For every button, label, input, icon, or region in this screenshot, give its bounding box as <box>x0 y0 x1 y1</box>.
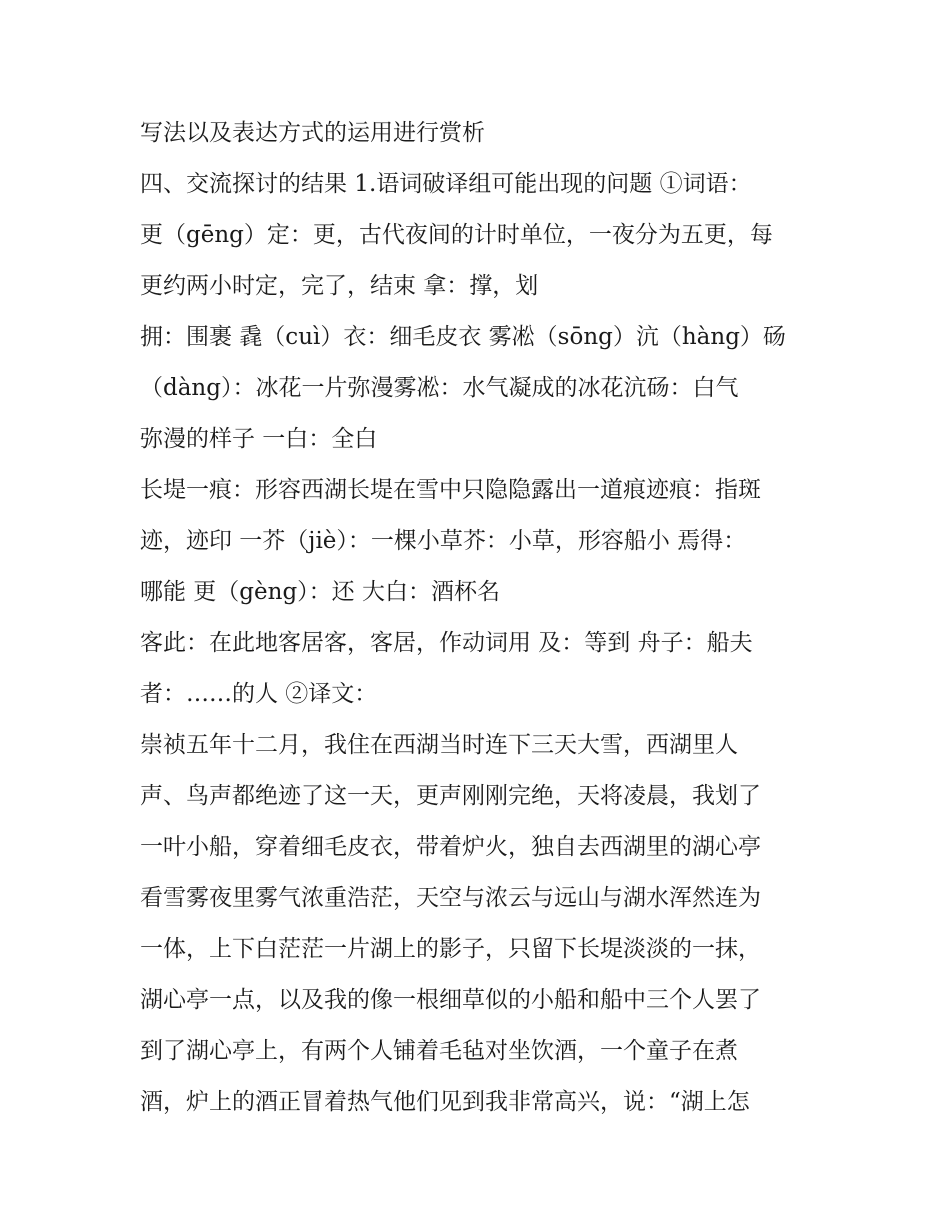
text-line: 长堤一痕：形容西湖长堤在雪中只隐隐露出一道痕迹痕：指斑 <box>140 477 761 503</box>
text-line: 迹，迹印 一芥（jiè）：一棵小草芥：小草，形容船小 焉得： <box>140 528 747 554</box>
text-line: 更约两小时定，完了，结束 拿：撑，划 <box>140 273 539 299</box>
text-line: 声、鸟声都绝迹了这一天，更声刚刚完绝，天将凌晨，我划了 <box>140 783 761 809</box>
text-line: 看雪雾夜里雾气浓重浩茫，天空与浓云与远山与湖水浑然连为 <box>140 885 761 911</box>
text-line: 写法以及表达方式的运用进行赏析 <box>140 120 485 146</box>
text-line: 四、交流探讨的结果 1.语词破译组可能出现的问题 ①词语： <box>140 171 752 197</box>
text-line: 酒，炉上的酒正冒着热气他们见到我非常高兴，说：“湖上怎 <box>140 1089 750 1115</box>
text-line: 拥：围裹 毳（cuì）衣：细毛皮衣 雾凇（sōng）沆（hàng）砀 <box>140 324 786 350</box>
document-body <box>140 108 830 1128</box>
text-line: 弥漫的样子 一白：全白 <box>140 426 378 452</box>
text-line: 湖心亭一点，以及我的像一根细草似的小船和船中三个人罢了 <box>140 987 761 1013</box>
text-line: （dàng）：冰花一片弥漫雾凇：水气凝成的冰花沆砀：白气 <box>140 375 739 401</box>
text-line: 到了湖心亭上，有两个人铺着毛毡对坐饮酒，一个童子在煮 <box>140 1038 738 1064</box>
text-line: 客此：在此地客居客，客居，作动词用 及：等到 舟子：船夫 <box>140 630 753 656</box>
text-line: 一体，上下白茫茫一片湖上的影子，只留下长堤淡淡的一抹， <box>140 936 761 962</box>
text-line: 更（gēng）定：更，古代夜间的计时单位，一夜分为五更，每 <box>140 222 773 248</box>
text-line: 者：……的人 ②译文： <box>140 681 378 707</box>
text-line: 一叶小船，穿着细毛皮衣，带着炉火，独自去西湖里的湖心亭 <box>140 834 761 860</box>
text-line: 崇祯五年十二月，我住在西湖当时连下三天大雪，西湖里人 <box>140 732 738 758</box>
text-line: 哪能 更（gèng）：还 大白：酒杯名 <box>140 579 500 605</box>
